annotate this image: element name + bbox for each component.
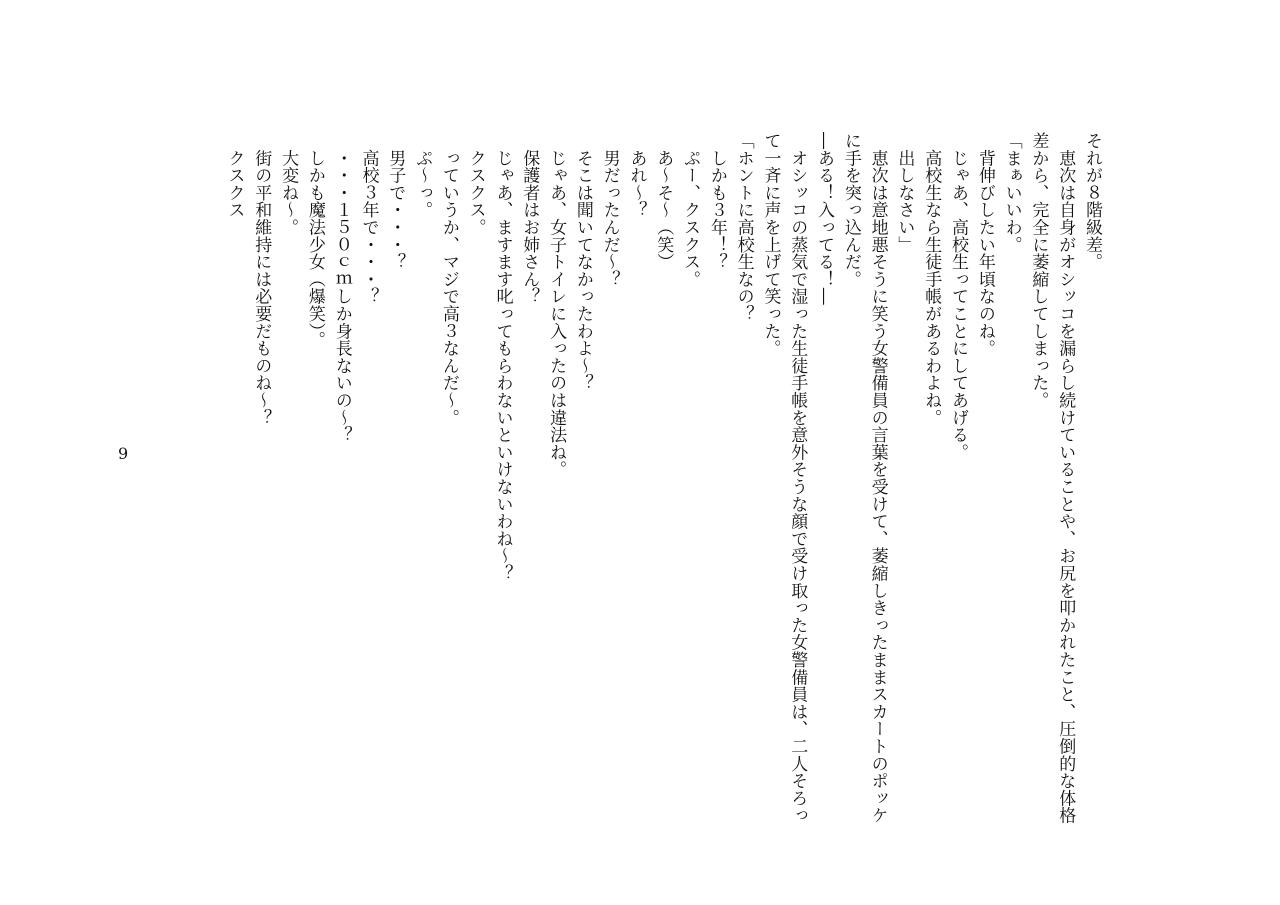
text-line: ぷー、クスクス。 [680, 132, 701, 288]
text-line: に手を突っ込んだ。 [840, 132, 861, 288]
text-line: 恵次は意地悪そうに笑う女警備員の言葉を受けて、萎縮しきったままスカートのポッケ [867, 132, 888, 824]
text-line: 恵次は自身がオシッコを漏らし続けていることや、お尻を叩かれたこと、圧倒的な体格 [1055, 132, 1076, 824]
text-line: て一斉に声を上げて笑った。 [760, 132, 781, 357]
text-line: クスクス。 [465, 132, 486, 236]
text-line: しかも３年！？ [706, 132, 727, 271]
text-line: っていうか、マジで高３なんだ～。 [438, 132, 459, 427]
text-line: ぷ～っ。 [412, 132, 433, 219]
text-line: じゃあ、高校生ってことにしてあげる。 [948, 132, 969, 461]
text-line: 「まぁいいわ。 [1001, 132, 1022, 254]
text-line: ―ある！入ってる！― [814, 132, 835, 305]
text-line: 街の平和維持には必要だものね～？ [251, 132, 272, 427]
text-line: 高校３年で・・・？ [358, 132, 379, 305]
text-line: 男子で・・・？ [385, 132, 406, 271]
text-line: あ～そ～（笑） [653, 132, 674, 271]
text-line: じゃあ、女子トイレに入ったのは違法ね。 [546, 132, 567, 478]
text-line: オシッコの蒸気で湿った生徒手帳を意外そうな顔で受け取った女警備員は、二人そろっ [787, 132, 808, 824]
text-line: あれ～？ [626, 132, 647, 219]
text-line: 大変ね～。 [278, 132, 299, 236]
vertical-text-body [221, 132, 1105, 832]
text-line: しかも魔法少女（爆笑）。 [304, 132, 325, 349]
text-line: じゃあ、ますます叱ってもらわないといけないわね～？ [492, 132, 513, 582]
page-number: 9 [118, 444, 129, 463]
text-line: 男だったんだ～？ [599, 132, 620, 288]
text-line: そこは聞いてなかったわよ～？ [572, 132, 593, 392]
text-line: 出しなさい」 [894, 132, 915, 254]
text-line: 保護者はお姉さん？ [519, 132, 540, 305]
text-line: それが８階級差。 [1082, 132, 1102, 271]
text-line: ・・・１５０ｃｍしか身長ないの～？ [331, 132, 352, 444]
text-line: 「ホントに高校生なの？ [733, 132, 754, 323]
text-line: 差から、完全に萎縮してしまった。 [1028, 132, 1049, 409]
text-line: 高校生なら生徒手帳があるわよね。 [921, 132, 942, 427]
text-line: クスクス [224, 132, 245, 219]
text-line: 背伸びしたい年頃なのね。 [974, 132, 995, 357]
